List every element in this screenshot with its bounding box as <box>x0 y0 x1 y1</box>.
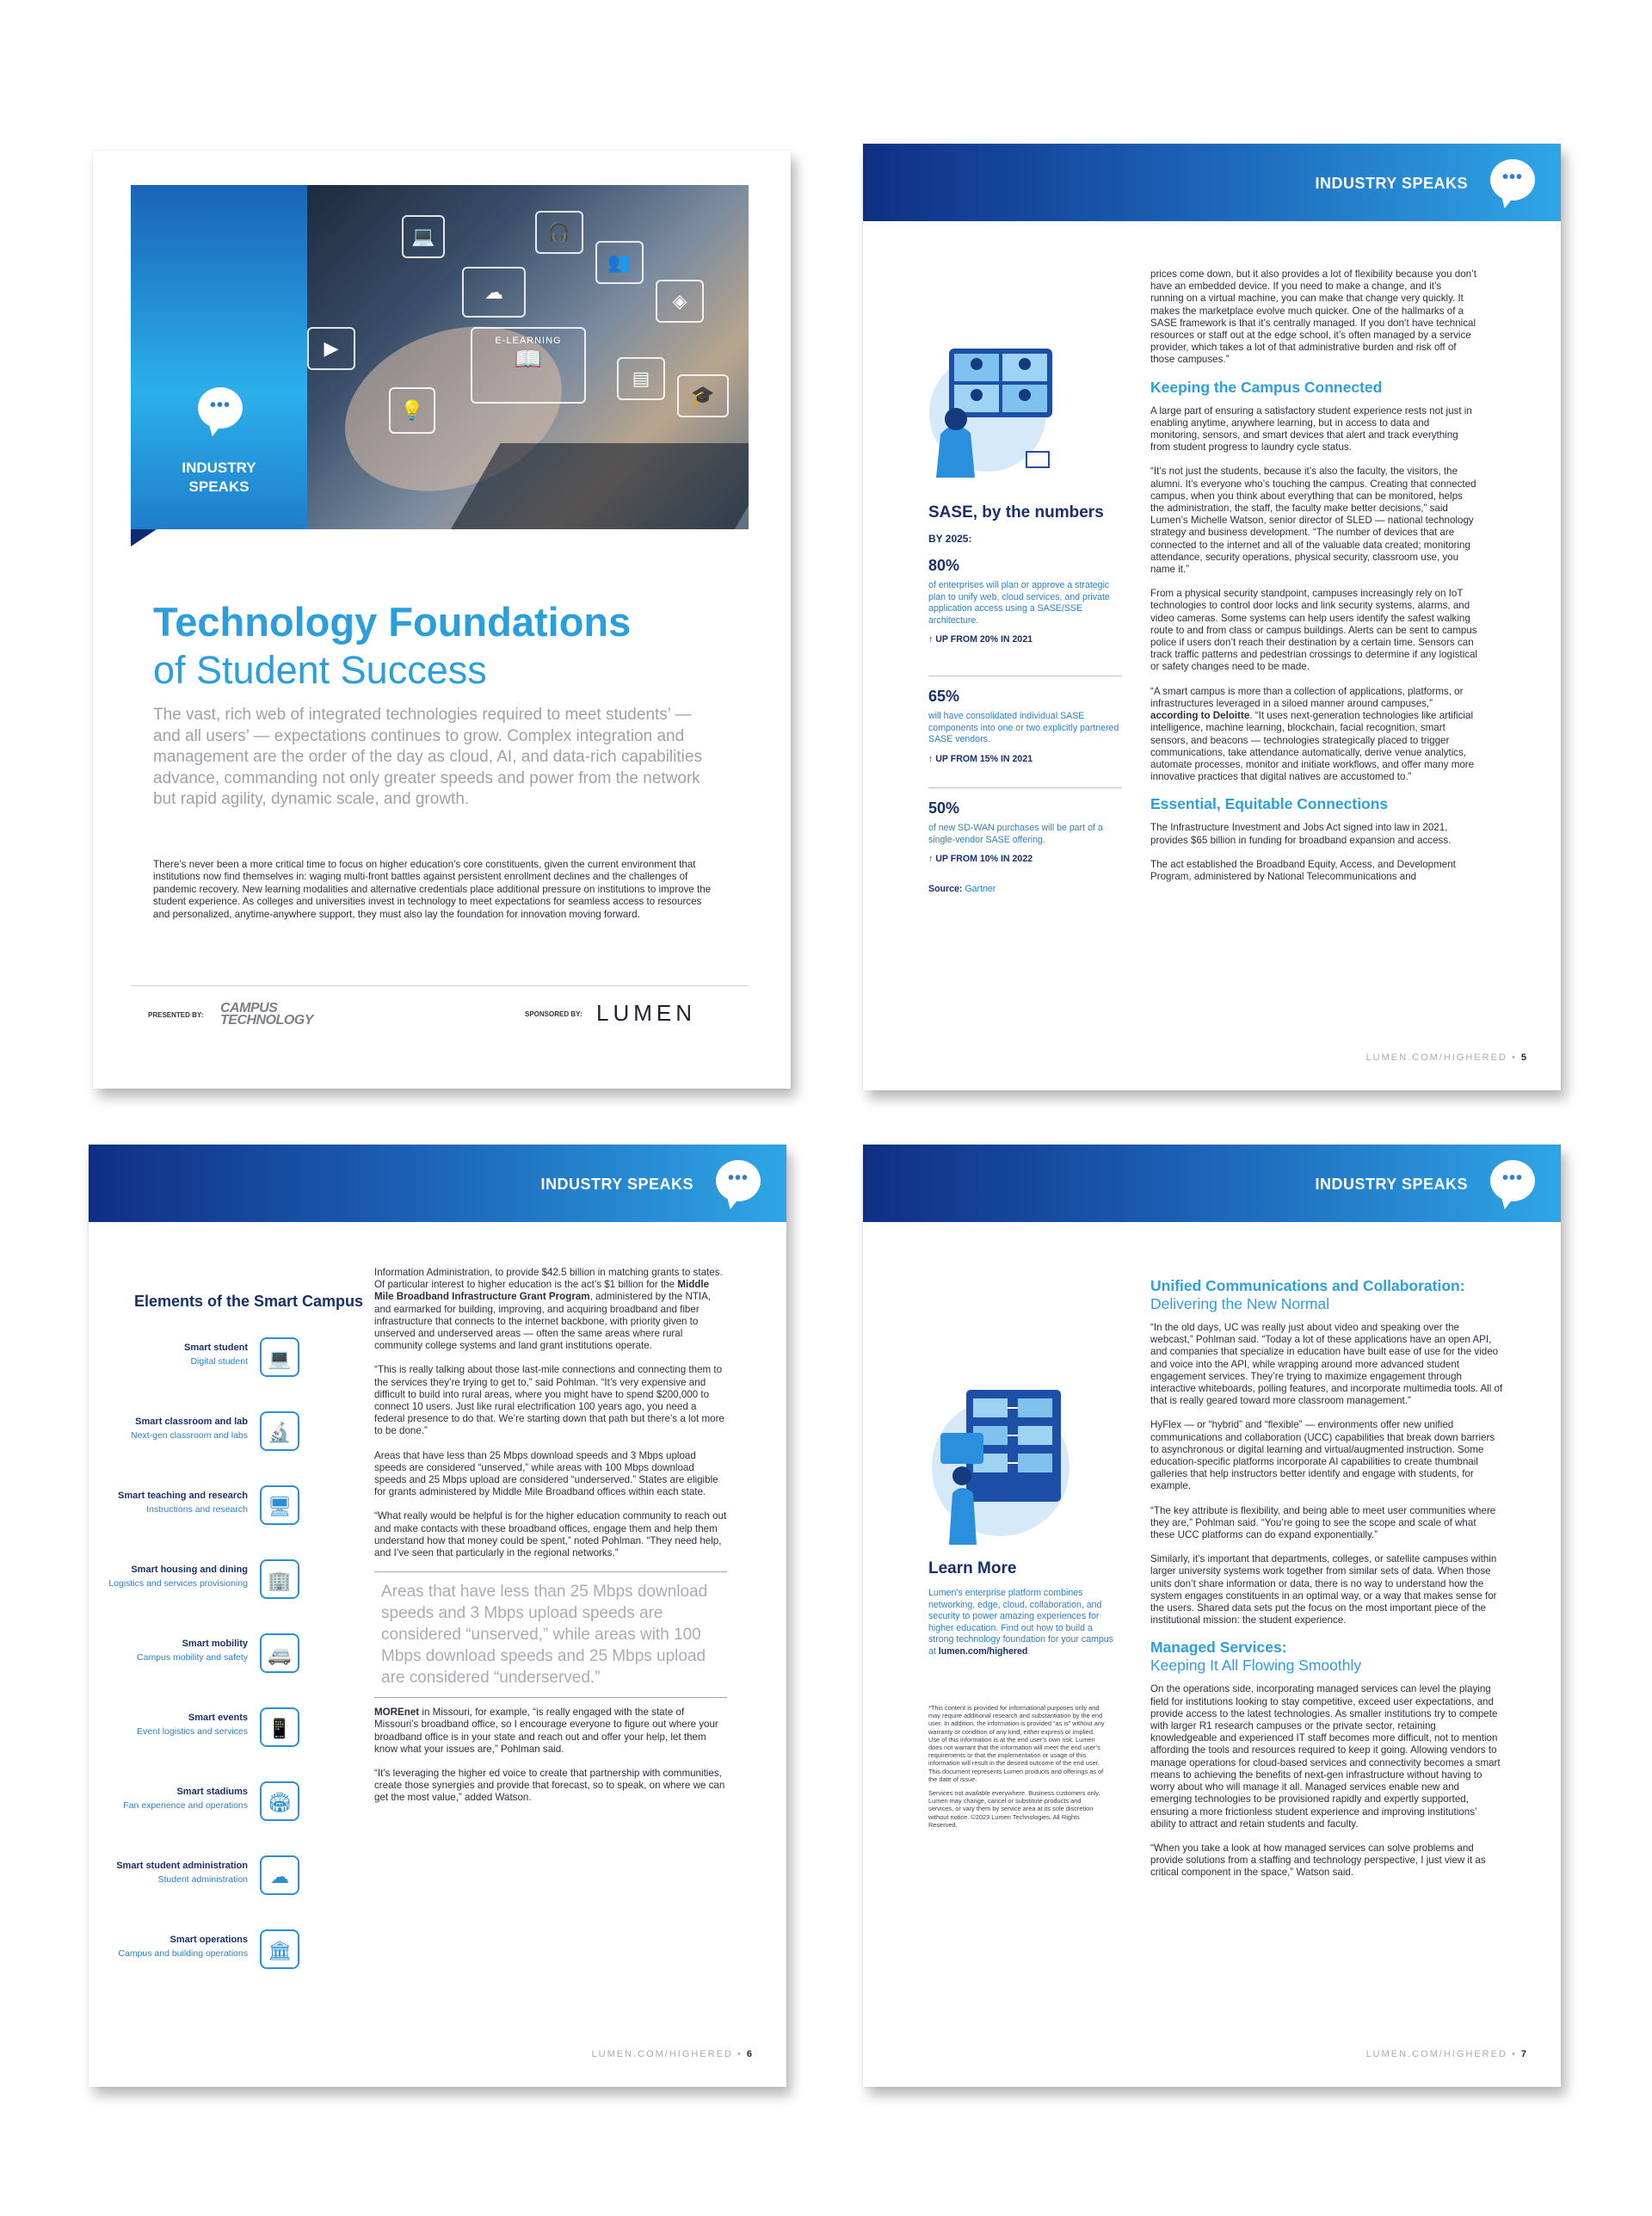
collaboration-board-illustration <box>923 1373 1069 1553</box>
heading-line2: Delivering the New Normal <box>1150 1295 1330 1312</box>
page-7 <box>863 1145 1561 2087</box>
footer-url: LUMEN.COM/HIGHERED <box>591 2049 733 2059</box>
up-arrow-icon: ↑ <box>928 854 934 864</box>
cover-title: Technology Foundations <box>153 599 632 645</box>
heading-line1: Managed Services: <box>1150 1639 1287 1657</box>
cover-subtitle: of Student Success <box>153 648 487 692</box>
stadium-icon: 🏟 <box>260 1781 299 1821</box>
section-heading <box>1150 1639 1503 1675</box>
laptop-icon: 💻 <box>402 215 445 258</box>
sase-title: SASE, by the numbers <box>928 503 1104 522</box>
smart-campus-element <box>106 1554 330 1606</box>
main-column <box>1150 1265 1503 1892</box>
text: Information Administration, to provide $42.5 billion in matching grants to states. Of particular interest to higher education is the act’s $1 billion for the <box>374 1267 723 1291</box>
building-icon: 🏢 <box>260 1559 299 1599</box>
stat-change-text: UP FROM 15% IN 2021 <box>935 753 1033 764</box>
smart-campus-element <box>106 1406 330 1458</box>
section-heading: Essential, Equitable Connections <box>1150 795 1389 813</box>
stat-number: 65% <box>928 688 960 705</box>
page-6 <box>89 1145 786 2087</box>
element-sublabel: Logistics and services provisioning <box>108 1578 248 1589</box>
page-5 <box>863 144 1561 1090</box>
smart-campus-element <box>106 1776 330 1828</box>
heading-line2: Keeping It All Flowing Smoothly <box>1150 1657 1362 1675</box>
microscope-icon: 🔬 <box>260 1411 299 1451</box>
sponsored-by-label: SPONSORED BY: <box>525 1010 583 1018</box>
layers-icon: ◈ <box>656 280 704 323</box>
text: Lumen’s enterprise platform combines networking, edge, cloud, collaboration, and security to power amazing experiences for higher education. Find out how to build a strong technology foundation for your campus at <box>928 1588 1113 1657</box>
header-band <box>89 1145 786 1222</box>
section-heading: Keeping the Campus Connected <box>1150 378 1383 396</box>
source-value: Gartner <box>965 884 996 894</box>
hero-label-line1: INDUSTRY <box>182 460 256 476</box>
laptop-user-icon: 💻 <box>260 1337 299 1377</box>
element-label: Smart operations <box>170 1935 248 1945</box>
paragraph: Similarly, it’s important that departments, colleges, or satellite campuses within larger university systems work together from similar sets of data. When those units don’t share information or data, there is no way to understand how the system engages constituents in an optimal way, or a way that makes sense for the users. Shared data sets put the focus on the most important piece of the institutional mission: the student experience. <box>1150 1553 1497 1627</box>
paragraph <box>374 1267 727 1352</box>
up-arrow-icon: ↑ <box>928 634 934 645</box>
smart-campus-element <box>106 1702 330 1754</box>
page-footer: LUMEN.COM/HIGHERED • 7 <box>1365 2049 1526 2059</box>
element-sublabel: Next-gen classroom and labs <box>131 1430 248 1441</box>
speech-bubble-icon: ••• <box>198 387 243 429</box>
headphones-icon: 🎧 <box>535 211 583 254</box>
divider <box>131 985 749 986</box>
paragraph: The Infrastructure Investment and Jobs Act signed into law in 2021, provides $65 billion in funding for broadband expansion and access. <box>1150 822 1452 846</box>
hero-label <box>131 459 307 497</box>
smart-campus-element <box>106 1332 330 1384</box>
element-sublabel: Student administration <box>157 1874 248 1885</box>
lumen-logo: LUMEN <box>596 1000 697 1026</box>
header-band <box>863 1145 1561 1222</box>
divider <box>374 1697 727 1698</box>
shuttle-van-icon: 🚐 <box>260 1633 299 1673</box>
speech-bubble-icon: ••• <box>1490 159 1535 201</box>
text: “A smart campus is more than a collection of applications, platforms, or infrastructures leveraged in a siloed manner around campuses,” <box>1150 685 1464 709</box>
paragraph: “It’s not just the students, because it’s also the faculty, the visitors, the alumni. It’s everyone who’s touching the campus. Creating that connected campus, when you think about everything that can be monitored, helps the administration, the staff, the faculty make better decisions,” said Lumen’s Michelle Watson, senior director of SLED — national technology strategy and business development. “The number of devices that are connected to the internet and all of the valuable data created; monitoring attendance, security operations, physical security, classroom use, you name it.” <box>1150 466 1476 576</box>
divider <box>374 1571 727 1572</box>
paragraph: “What really would be helpful is for the higher education community to reach out and make contacts with these broadband offices, engage them and help them understand how that money could be spent,” noted Pohlman. “They need help, and I’ve seen that particularly in the regional networks.” <box>374 1510 727 1559</box>
page-footer: LUMEN.COM/HIGHERED • 5 <box>1365 1052 1526 1063</box>
video-conference-illustration <box>923 331 1069 478</box>
hero-banner <box>131 185 749 529</box>
cloud-documents-icon: ☁ <box>260 1855 299 1895</box>
smart-campus-element <box>106 1628 330 1680</box>
footer-url: LUMEN.COM/HIGHERED <box>1365 1052 1507 1063</box>
text: in Missouri, for example, “is really engaged with the state of Missouri’s broadband office, so I encourage everyone to figure out where your broadband office is in your state and reach out and offer your help, let them know what your issues are,” Pohlman said. <box>374 1707 718 1755</box>
video-icon: ▶ <box>307 327 355 370</box>
footer-url: LUMEN.COM/HIGHERED <box>1365 2049 1507 2059</box>
speech-bubble-icon: ••• <box>1490 1160 1535 1201</box>
sase-subtitle: BY 2025: <box>928 533 972 545</box>
element-label: Smart stadiums <box>176 1787 248 1797</box>
monitor-teacher-icon: 🖥 <box>260 1485 299 1525</box>
deloitte-link[interactable]: according to Deloitte <box>1150 710 1250 722</box>
cards-icon: ▤ <box>617 357 665 400</box>
paragraph: On the operations side, incorporating managed services can level the playing field for institutions looking to stay competitive, exceed user expectations, and provide access to the latest technologies. As smaller institutions try to compete with larger R1 research campuses or the private sector, retaining knowledgeable and experienced IT staff becomes more difficult, not to mention affording the tools and resources required to keep it going. Allowing vendors to manage operations for cloud-based services and connectivity becomes a smart means to achieving the benefits of next-gen infrastructure without having to worry about who will manage it all. Managed services enable new and emerging technologies to be provisioned rapidly and expertly supported, ensuring a more frictionless student experience and improving institutions’ ability to attract and retain students and faculty. <box>1150 1683 1501 1830</box>
element-label: Smart events <box>188 1713 248 1723</box>
smart-campus-element <box>106 1850 330 1902</box>
element-sublabel: Campus mobility and safety <box>137 1652 248 1663</box>
stat-block <box>928 557 1122 645</box>
logo-line2: TECHNOLOGY <box>220 1013 313 1028</box>
paragraph: Areas that have less than 25 Mbps download speeds and 3 Mbps upload speeds are considered “unserved,” while areas with 100 Mbps download speeds and 25 Mbps upload are considered “underserved.” States are eligible for grants administered by Middle Mile Broadband offices within each state. <box>374 1449 718 1498</box>
stat-block <box>928 799 1122 864</box>
disclaimer <box>928 1704 1105 1835</box>
text: . <box>1027 1645 1031 1657</box>
campus-building-icon: 🏛 <box>260 1929 299 1969</box>
paragraph: “In the old days, UC was really just about video and speaking over the webcast,” Pohlman said. “Today a lot of these applications have an open API, and companies that specialize in education have built ease of use for the video and voice into the API, while wrapping around more advanced student engagement services. They’re trying to maximize engagement through interactive whiteboards, polling features, and incorporate multimedia tools. All of that is really geared toward more classroom management.” <box>1150 1322 1503 1407</box>
elearning-book-icon: E-LEARNING 📖 <box>471 327 586 404</box>
stat-change <box>928 754 1122 764</box>
paragraph: prices come down, but it also provides a lot of flexibility because you don’t have an embedded device. If you need to make a change, and it’s running on a virtual machine, you can make that change very quickly. It makes the marketplace evolve much quicker. One of the hallmarks of a SASE framework is that it’s centrally managed. If you don’t have technical resources or staff out at the edge school, it’s often managed by a service provider, which takes a lot of that administrative burden and risk off of those campuses.” <box>1150 269 1476 366</box>
smart-campus-element <box>106 1480 330 1532</box>
page-number: 5 <box>1520 1052 1526 1063</box>
source-label: Source: <box>928 884 963 894</box>
element-label: Smart classroom and lab <box>135 1417 248 1427</box>
paragraph: A large part of ensuring a satisfactory student experience rests not just in enabling anytime, anywhere learning, but in access to data and monitoring, sensors, and smart devices that alert and track everything from student progress to laundry cycle status. <box>1150 404 1472 454</box>
highered-link[interactable]: lumen.com/highered <box>938 1645 1028 1657</box>
element-sublabel: Fan experience and operations <box>123 1800 248 1811</box>
logo-line1: CAMPUS <box>220 1001 278 1015</box>
stat-change <box>928 634 1122 645</box>
stat-description: will have consolidated individual SASE components into one or two explicitly partnered SASE vendors. <box>928 711 1119 744</box>
cover-intro: There’s never been a more critical time to focus on higher education’s core constituents, given the current environment that institutions now find themselves in: waging multi-front battles against persistent enrollment declines and the challenges of pandemic recovery. New learning modalities and alternative credentials place additional pressure on institutions to improve the student experience. As colleges and universities invest in technology to meet expectations for seamless access to resources and personalized, anytime-anywhere support, they must also lay the foundation for innovation moving forward. <box>153 859 712 920</box>
element-label: Smart student <box>184 1343 248 1353</box>
header-band <box>863 144 1561 221</box>
hero-photo <box>307 185 749 529</box>
morenet-link[interactable]: MOREnet <box>374 1707 420 1719</box>
learn-more-title: Learn More <box>928 1559 1017 1577</box>
page-cover <box>93 151 791 1089</box>
stat-change <box>928 854 1122 864</box>
stat-description: of new SD-WAN purchases will be part of a single-vendor SASE offering. <box>928 823 1103 845</box>
stat-block <box>928 688 1122 764</box>
stat-change-text: UP FROM 20% IN 2021 <box>935 634 1033 645</box>
source-note <box>928 884 996 894</box>
lightbulb-icon: 💡 <box>389 387 435 434</box>
paragraph: “When you take a look at how managed services can solve problems and provide solutions from a staffing and technology perspective, I just view it as critical component in the space,” Watson said. <box>1150 1842 1486 1879</box>
text: . “It uses next-generation technologies like artificial intelligence, machine learning, blockchain, facial recognition, smart sensors, and beacons — technologies strategically placed to trigger communications, take attendance automatically, derive venue analytics, automate processes, monitor and initiate workflows, and offer many more innovative practices that digital natives are accustomed to.” <box>1150 710 1475 783</box>
disclaimer-paragraph: Services not available everywhere. Business customers only. Lumen may change, cancel or substitute products and services, or vary them by service area at its sole discretion without notice. ©2023 Lumen Technologies. All Rights Reserved. <box>928 1789 1100 1829</box>
ribbon-fold <box>131 529 157 546</box>
elements-title: Elements of the Smart Campus <box>134 1293 364 1310</box>
header-title: INDUSTRY SPEAKS <box>1315 175 1468 192</box>
element-label: Smart mobility <box>182 1639 248 1649</box>
element-sublabel: Event logistics and services <box>137 1726 248 1737</box>
campus-technology-logo <box>220 1003 313 1027</box>
paragraph: The act established the Broadband Equity, Access, and Development Program, administered by National Telecommunications and <box>1150 858 1456 882</box>
text: , administered by the NTIA, and earmarked for building, improving, and acquiring broadband and fiber infrastructure that connects to the internet backbone, with priority given to unserved and underserved areas — often the same areas where rural community college systems and land grant institutions operate. <box>374 1291 712 1352</box>
page-number: 6 <box>746 2049 752 2059</box>
main-column <box>374 1267 727 1817</box>
presented-by-label: PRESENTED BY: <box>148 1011 204 1019</box>
people-network-icon: 👥 <box>595 241 644 284</box>
element-sublabel: Campus and building operations <box>118 1948 248 1959</box>
smart-campus-element <box>106 1924 330 1976</box>
program-name: Middle Mile Broadband Infrastructure Grant Program <box>374 1279 710 1303</box>
disclaimer-paragraph: *This content is provided for informational purposes only and may require additional research and substantiation by the end user. In addition, the information is provided “as is” without any warranty or condition of any kind, either express or implied. Use of this information is at the end user’s own risk. Lumen does not warrant that the information will meet the end user’s requirements or that the implementation or usage of this information will result in the desired outcome of the end user. This document represents Lumen products and offerings as of the date of issue. <box>928 1704 1105 1783</box>
paragraph: “The key attribute is flexibility, and being able to meet user communities where they are,” Pohlman said. “You’re going to see the scope and scale of what these UCC platforms can do expand exponentially.” <box>1150 1504 1496 1541</box>
element-sublabel: Digital student <box>190 1356 248 1367</box>
hero-label-line2: SPEAKS <box>188 478 250 495</box>
cloud-icon: ☁ <box>462 267 526 318</box>
phone-calendar-icon: 📱 <box>260 1707 299 1747</box>
stat-number: 50% <box>928 799 960 817</box>
element-sublabel: Instructions and research <box>146 1504 248 1515</box>
element-label: Smart student administration <box>116 1861 248 1871</box>
learn-more-text <box>928 1588 1113 1657</box>
paragraph <box>374 1707 727 1756</box>
paragraph: “This is really talking about those last-mile connections and connecting them to the services they’re trying to get to,” said Pohlman. “It’s very expensive and difficult to build into rural areas, where you might have to spend $200,000 to connect 10 users. Just like rural electrification 100 years ago, you need a federal presence to do that. We’re starting down that path but there’s a lot more to be done.” <box>374 1364 724 1437</box>
element-label: Smart teaching and research <box>117 1491 248 1501</box>
graduation-cap-icon: 🎓 <box>677 374 729 417</box>
page-number: 7 <box>1520 2049 1526 2059</box>
paragraph: “It’s leveraging the higher ed voice to create that partnership with communities, create those synergies and provide that forecast, so to speak, on where we can get the most value,” added Watson. <box>374 1768 725 1804</box>
cover-lead: The vast, rich web of integrated technologies required to meet students’ — and all users’ — expectations continues to grow. Complex integration and management are the order of the day as cloud, AI, and data-rich capabilities advance, commanding not only greater speeds and power from the network but rapid agility, dynamic scale, and growth. <box>153 706 702 808</box>
header-title: INDUSTRY SPEAKS <box>540 1176 693 1193</box>
paragraph <box>1150 686 1477 784</box>
header-title: INDUSTRY SPEAKS <box>1315 1176 1468 1193</box>
main-column <box>1150 269 1477 895</box>
element-label: Smart housing and dining <box>131 1565 248 1575</box>
page-footer: LUMEN.COM/HIGHERED • 6 <box>591 2049 752 2059</box>
divider <box>928 787 1122 788</box>
pull-quote: Areas that have less than 25 Mbps download speeds and 3 Mbps upload speeds are considered “unserved,” while areas with 100 Mbps download speeds and 25 Mbps upload are considered “underserved.” <box>381 1583 708 1688</box>
paragraph: HyFlex — or “hybrid” and “flexible” — environments offer new unified communications and collaboration (UCC) capabilities that break down barriers to asynchronous or digital learning and virtual/augmented instruction. Some education-specific platforms incorporate AI capabilities to create thumbnail galleries that help instructors better identify and engage with students, for example. <box>1150 1419 1495 1492</box>
section-heading <box>1150 1277 1503 1313</box>
heading-line1: Unified Communications and Collaboration: <box>1150 1277 1465 1294</box>
speech-bubble-icon: ••• <box>716 1160 761 1201</box>
paragraph: From a physical security standpoint, campuses increasingly rely on IoT technologies to control door locks and link security systems, alarms, and video cameras. Some systems can help users identify the safest walking route to and from class or campus buildings. Alerts can be sent to campus police if users don’t reach their destination by a certain time. Sensors can track traffic patterns and pedestrian crossings to determine if any logistical or safety changes need to be made. <box>1150 588 1477 673</box>
stat-change-text: UP FROM 10% IN 2022 <box>935 854 1033 864</box>
elearning-label: E-LEARNING <box>495 336 562 346</box>
stat-number: 80% <box>928 557 960 574</box>
up-arrow-icon: ↑ <box>928 753 934 764</box>
stat-description: of enterprises will plan or approve a strategic plan to unify web, cloud services, and private application access using a SASE/SSE architecture. <box>928 580 1110 626</box>
